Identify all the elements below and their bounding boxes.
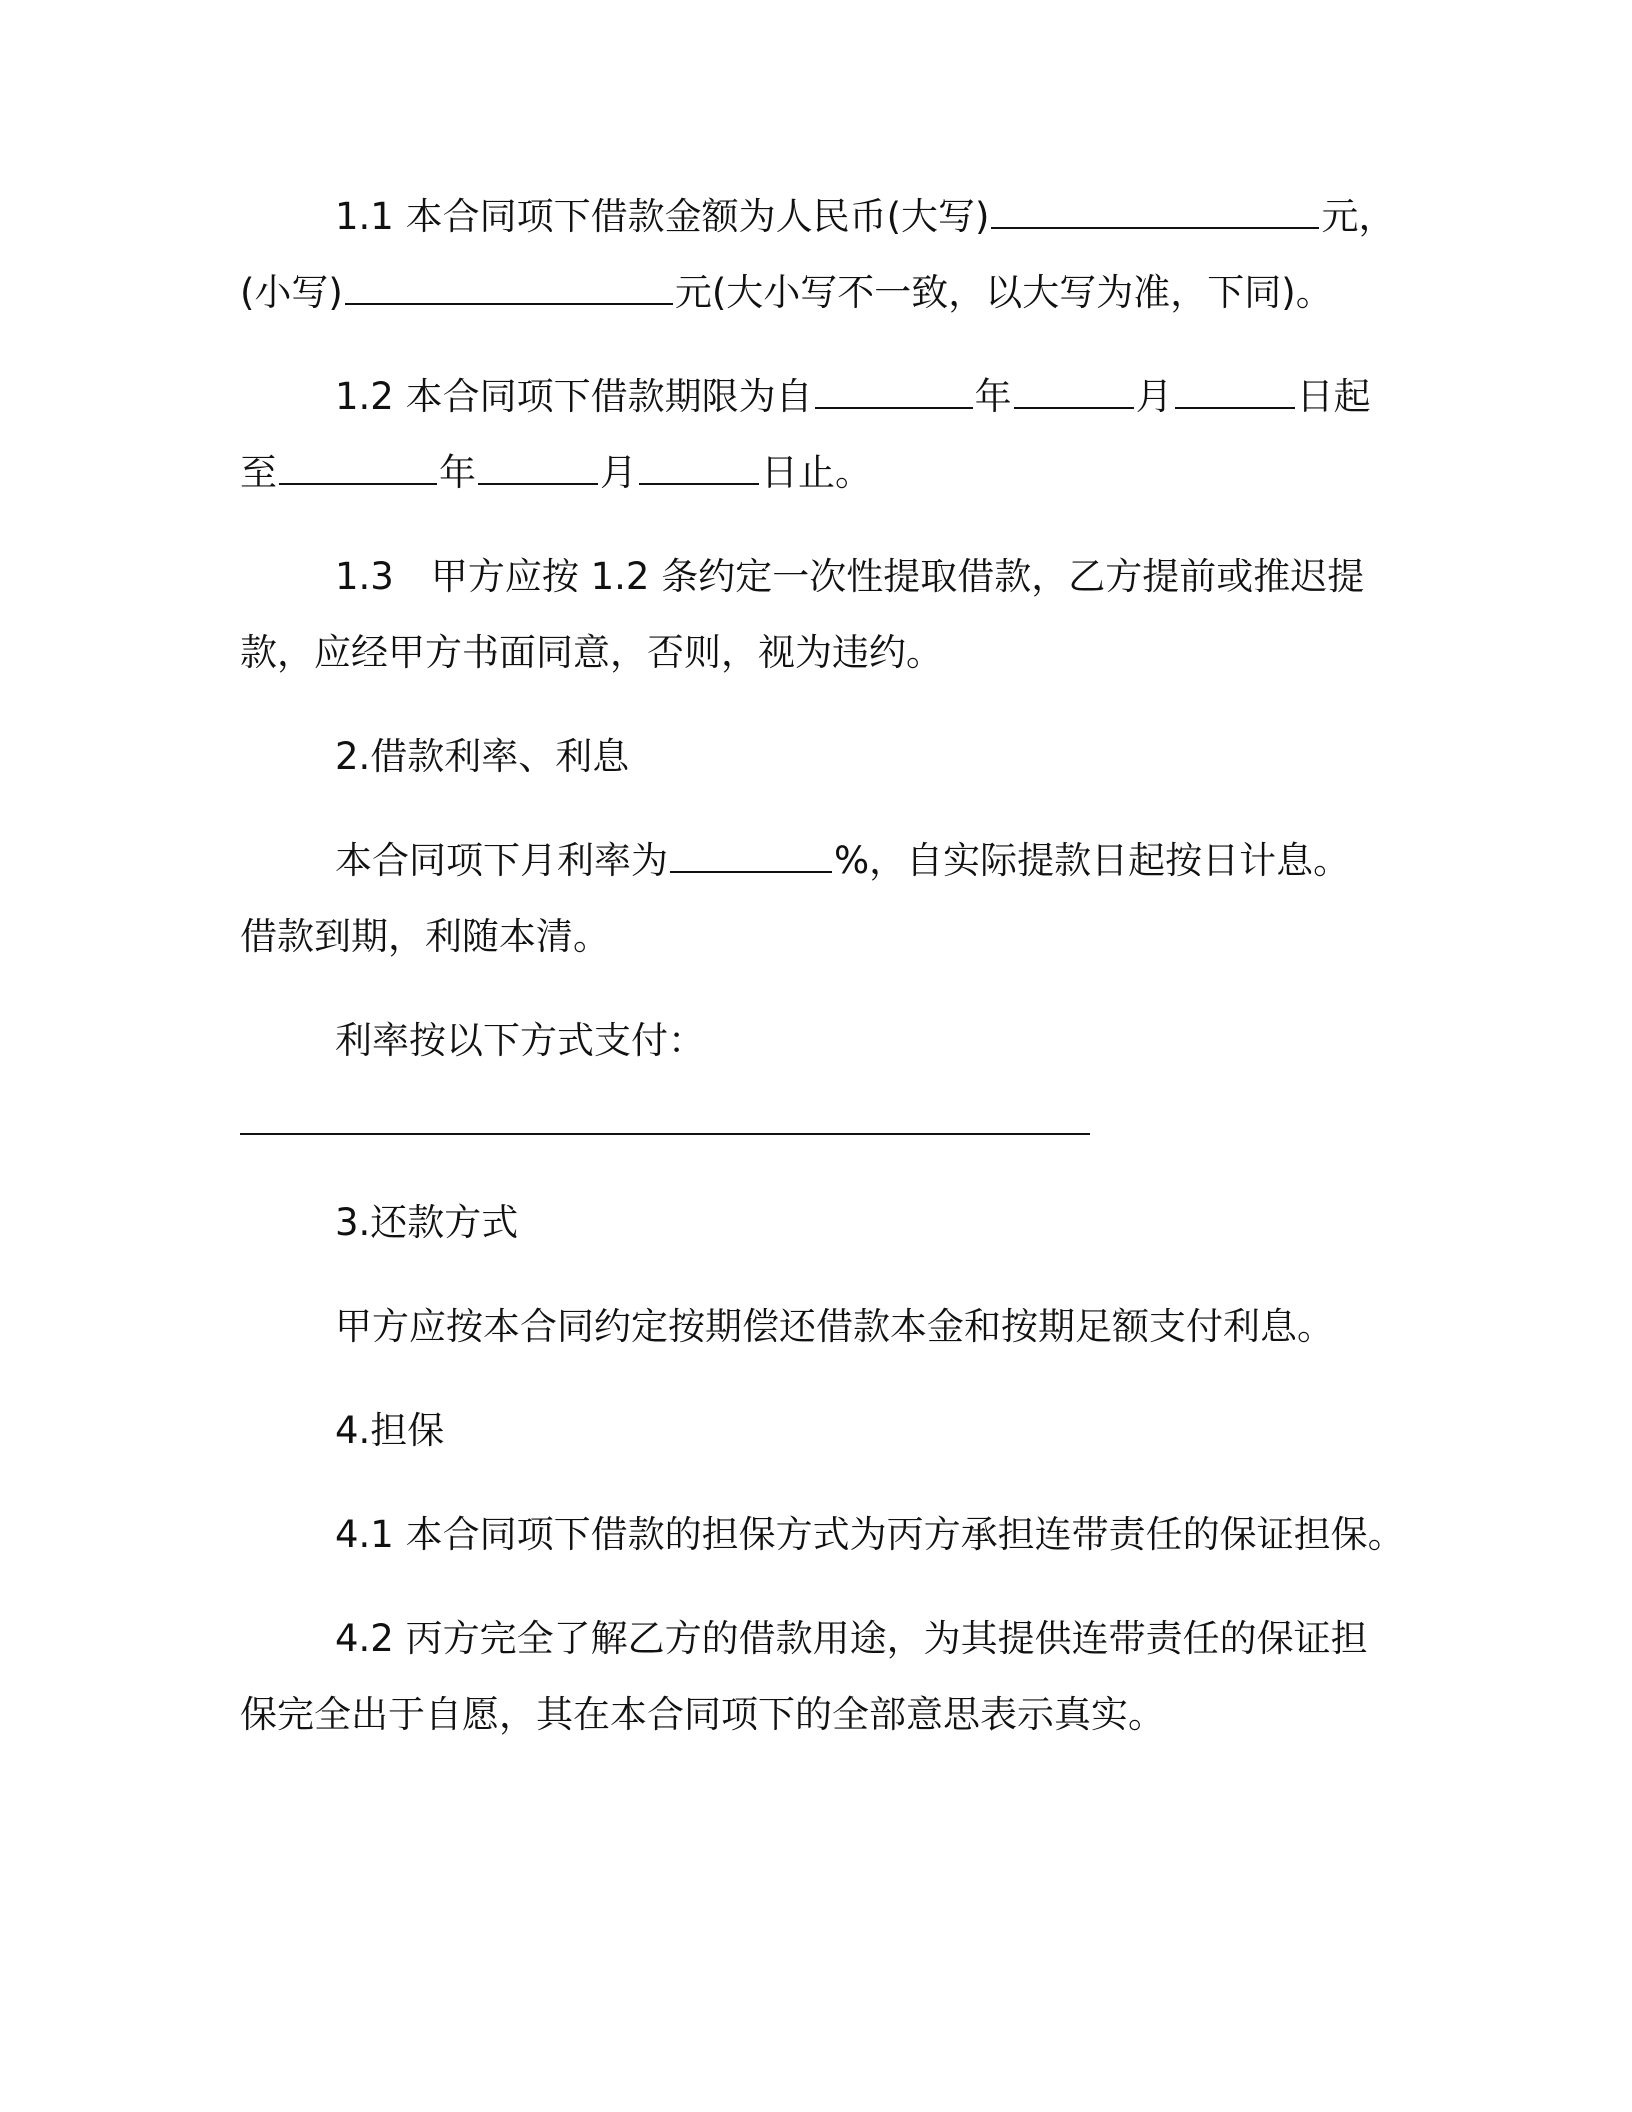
text: (小写) — [240, 271, 343, 314]
text: 元(大小写不一致，以大写为准，下同)。 — [674, 271, 1333, 314]
text: 保完全出于自愿，其在本合同项下的全部意思表示真实。 — [240, 1693, 1165, 1736]
text: 日止。 — [761, 451, 872, 494]
text: 日起 — [1296, 375, 1371, 418]
text: 款，应经甲方书面同意，否则，视为违约。 — [240, 631, 943, 674]
text: 2.借款利率、利息 — [335, 735, 630, 778]
blank-end-year[interactable] — [279, 449, 437, 485]
clause-4-2-line-1 — [335, 1614, 1368, 1664]
text: 1.2 本合同项下借款期限为自 — [335, 375, 813, 418]
text: 1.3 甲方应按 1.2 条约定一次性提取借款，乙方提前或推迟提 — [335, 555, 1365, 598]
clause-4-1 — [335, 1510, 1405, 1560]
text: 4.2 丙方完全了解乙方的借款用途，为其提供连带责任的保证担 — [335, 1617, 1368, 1660]
clause-1-2-line-2 — [240, 448, 872, 498]
text: %，自实际提款日起按日计息。 — [834, 839, 1351, 882]
heading-4 — [335, 1406, 444, 1456]
blank-amount-uppercase[interactable] — [991, 193, 1319, 229]
clause-1-1-line-2 — [240, 268, 1333, 318]
blank-monthly-rate[interactable] — [670, 837, 832, 873]
blank-end-day[interactable] — [639, 449, 759, 485]
blank-start-day[interactable] — [1175, 373, 1295, 409]
text: 年 — [439, 451, 476, 494]
text: 1.1 本合同项下借款金额为人民币(大写) — [335, 195, 990, 238]
text: 本合同项下月利率为 — [335, 839, 668, 882]
heading-2 — [335, 732, 629, 782]
text: 甲方应按本合同约定按期偿还借款本金和按期足额支付利息。 — [335, 1305, 1334, 1348]
clause-2-line-1 — [335, 836, 1350, 886]
heading-3 — [335, 1198, 518, 1248]
text: 利率按以下方式支付： — [335, 1019, 705, 1062]
clause-2-line-2 — [240, 912, 610, 962]
text: 元， — [1321, 195, 1396, 238]
blank-amount-lowercase[interactable] — [345, 269, 673, 305]
text: 月 — [1135, 375, 1173, 418]
clause-4-2-line-2 — [240, 1690, 1165, 1740]
clause-3 — [335, 1302, 1334, 1352]
text: 至 — [240, 451, 277, 494]
blank-start-year[interactable] — [815, 373, 973, 409]
blank-end-month[interactable] — [478, 449, 598, 485]
text: 3.还款方式 — [335, 1201, 519, 1244]
text: 4.担保 — [335, 1409, 445, 1452]
clause-1-1-line-1 — [335, 192, 1395, 242]
text: 借款到期，利随本清。 — [240, 915, 610, 958]
text: 4.1 本合同项下借款的担保方式为丙方承担连带责任的保证担保。 — [335, 1513, 1405, 1556]
clause-1-3-line-2 — [240, 628, 943, 678]
blank-payment-method[interactable] — [240, 1133, 1090, 1135]
text: 月 — [600, 451, 637, 494]
clause-2-line-3 — [335, 1016, 705, 1066]
clause-1-3-line-1 — [335, 552, 1364, 602]
text: 年 — [974, 375, 1012, 418]
blank-start-month[interactable] — [1014, 373, 1134, 409]
clause-1-2-line-1 — [335, 372, 1371, 422]
